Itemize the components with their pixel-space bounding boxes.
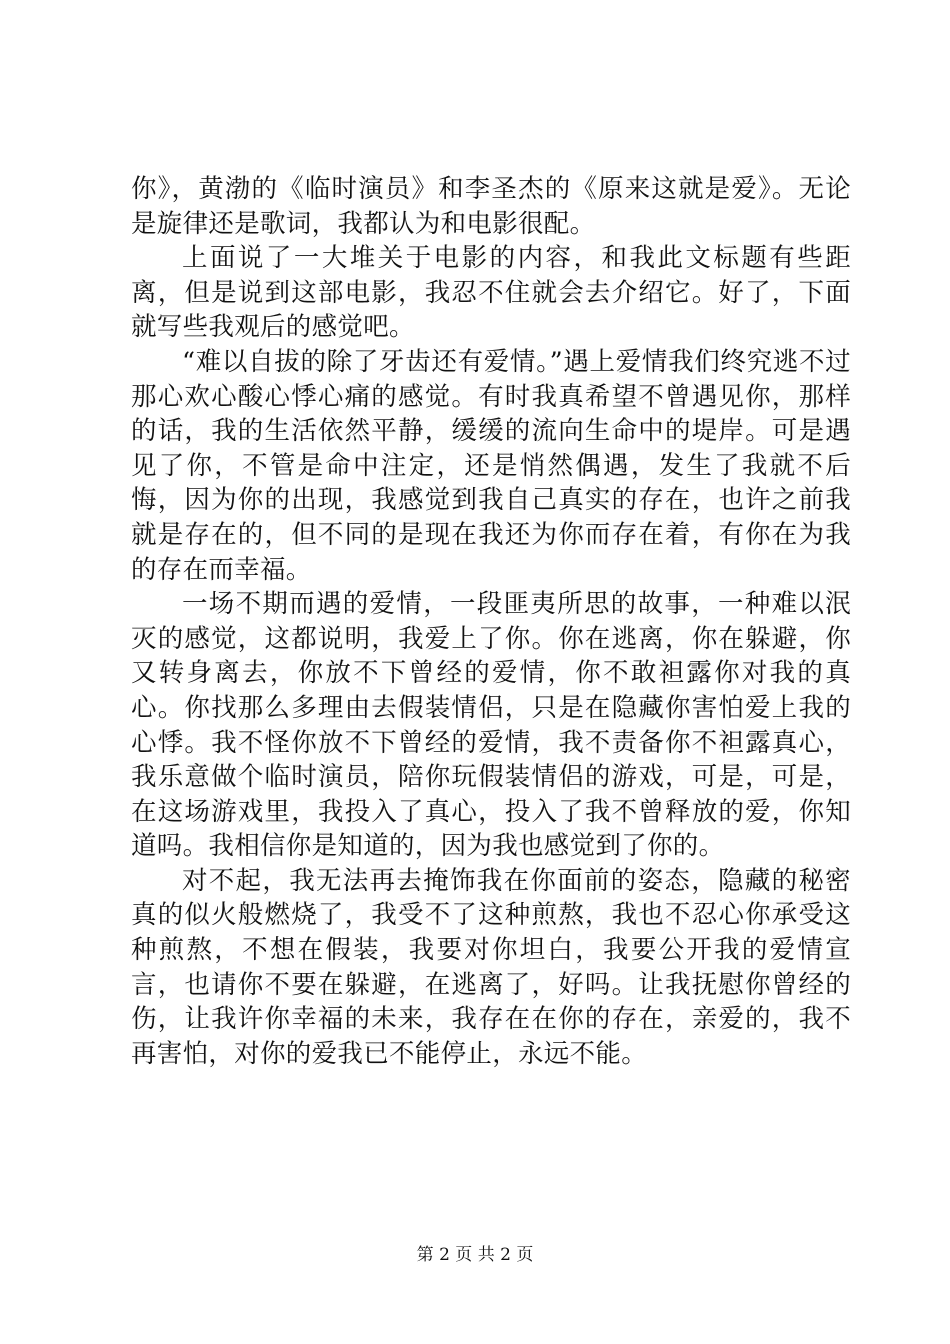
paragraph-4: 一场不期而遇的爱情，一段匪夷所思的故事，一种难以泯灭的感觉，这都说明，我爱上了你。你在逃离，你在躲避，你又转身离去，你放不下曾经的爱情，你不敢袒露你对我的真心。你找那么多理由去假装情侣，只是在隐藏你害怕爱上我的心悸。我不怪你放不下曾经的爱情，我不责备你不袒露真心，我乐意做个临时演员，陪你玩假装情侣的游戏，可是，可是，在这场游戏里，我投入了真心，投入了我不曾释放的爱，你知道吗。我相信你是知道的，因为我也感觉到了你的。 bbox=[131, 589, 851, 862]
paragraph-1: 你》，黄渤的《临时演员》和李圣杰的《原来这就是爱》。无论是旋律还是歌词，我都认为和电影很配。 bbox=[131, 174, 851, 239]
paragraph-3: “难以自拔的除了牙齿还有爱情。”遇上爱情我们终究逃不过那心欢心酸心悸心痛的感觉。有时我真希望不曾遇见你，那样的话，我的生活依然平静，缓缓的流向生命中的堤岸。可是遇见了你，不管是命中注定，还是悄然偶遇，发生了我就不后悔，因为你的出现，我感觉到我自己真实的存在，也许之前我就是存在的，但不同的是现在我还为你而存在着，有你在为我的存在而幸福。 bbox=[131, 346, 851, 585]
paragraph-2: 上面说了一大堆关于电影的内容，和我此文标题有些距离，但是说到这部电影，我忍不住就会去介绍它。好了，下面就写些我观后的感觉吧。 bbox=[131, 243, 851, 343]
paragraph-5: 对不起，我无法再去掩饰我在你面前的姿态，隐藏的秘密真的似火般燃烧了，我受不了这种煎熬，我也不忍心你承受这种煎熬，不想在假装，我要对你坦白，我要公开我的爱情宣言，也请你不要在躲避，在逃离了，好吗。让我抚慰你曾经的伤，让我许你幸福的未来，我存在在你的存在，亲爱的，我不再害怕，对你的爱我已不能停止，永远不能。 bbox=[131, 865, 851, 1069]
document-body bbox=[131, 172, 851, 1071]
page-number-footer: 第 2 页 共 2 页 bbox=[416, 1245, 534, 1265]
